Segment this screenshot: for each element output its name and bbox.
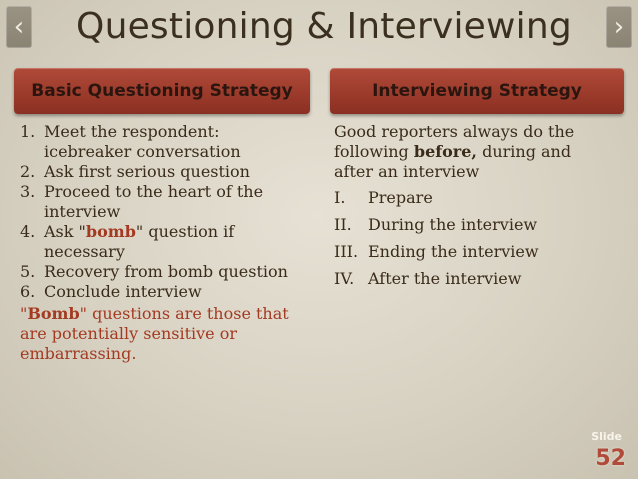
phase-text: Ending the interview [368,242,539,261]
step-number: 4. [20,222,36,241]
phase-number: III. [334,242,359,261]
intro-bold: before, [413,142,477,161]
step-text: Meet the respondent: icebreaker conversation [44,122,241,161]
interview-phases-list [334,188,614,289]
note-post: " questions are those that are potentially sensitive or embarrassing. [20,304,289,363]
step-text: Conclude interview [44,282,202,301]
phase-number: II. [334,215,352,234]
intro-post: during and after an interview [334,142,572,181]
step-text-post: " question if necessary [44,222,235,261]
list-item [20,162,290,182]
chevron-right-icon: › [613,12,625,42]
phase-text: After the interview [368,269,522,288]
list-item [334,269,614,289]
interview-intro [334,122,614,182]
interviewing-strategy-header: Interviewing Strategy [330,68,624,114]
list-item [20,222,290,262]
intro-pre: Good reporters always do the following [334,122,575,161]
chevron-left-icon: ‹ [13,12,25,42]
questioning-steps-list [20,122,290,302]
phase-text: During the interview [368,215,538,234]
bomb-definition-note [20,304,290,364]
list-item [334,215,614,235]
list-item [20,282,290,302]
step-number: 5. [20,262,36,281]
phase-number: IV. [334,269,355,288]
step-text [44,222,290,262]
step-text-pre: Ask " [44,222,86,241]
list-item [334,242,614,262]
step-number: 1. [20,122,36,141]
next-slide-button[interactable] [606,6,632,48]
step-number: 3. [20,182,36,201]
step-text: Recovery from bomb question [44,262,288,281]
slide-title: Questioning & Interviewing [76,6,572,47]
interviewing-strategy-column [334,122,614,296]
basic-questioning-column [20,122,290,364]
phase-text: Prepare [368,188,433,207]
slide-number: 52 [595,446,626,471]
phase-number: I. [334,188,346,207]
note-pre: " [20,304,28,323]
list-item [334,188,614,208]
previous-slide-button[interactable] [6,6,32,48]
list-item [20,262,290,282]
step-text: Ask first serious question [44,162,250,181]
bomb-keyword: Bomb [27,304,80,323]
list-item [20,182,290,222]
step-number: 2. [20,162,36,181]
step-number: 6. [20,282,36,301]
basic-questioning-header: Basic Questioning Strategy [14,68,310,114]
bomb-keyword: bomb [85,222,136,241]
slide-label: Slide [591,430,622,443]
step-text: Proceed to the heart of the interview [44,182,264,221]
list-item [20,122,290,162]
